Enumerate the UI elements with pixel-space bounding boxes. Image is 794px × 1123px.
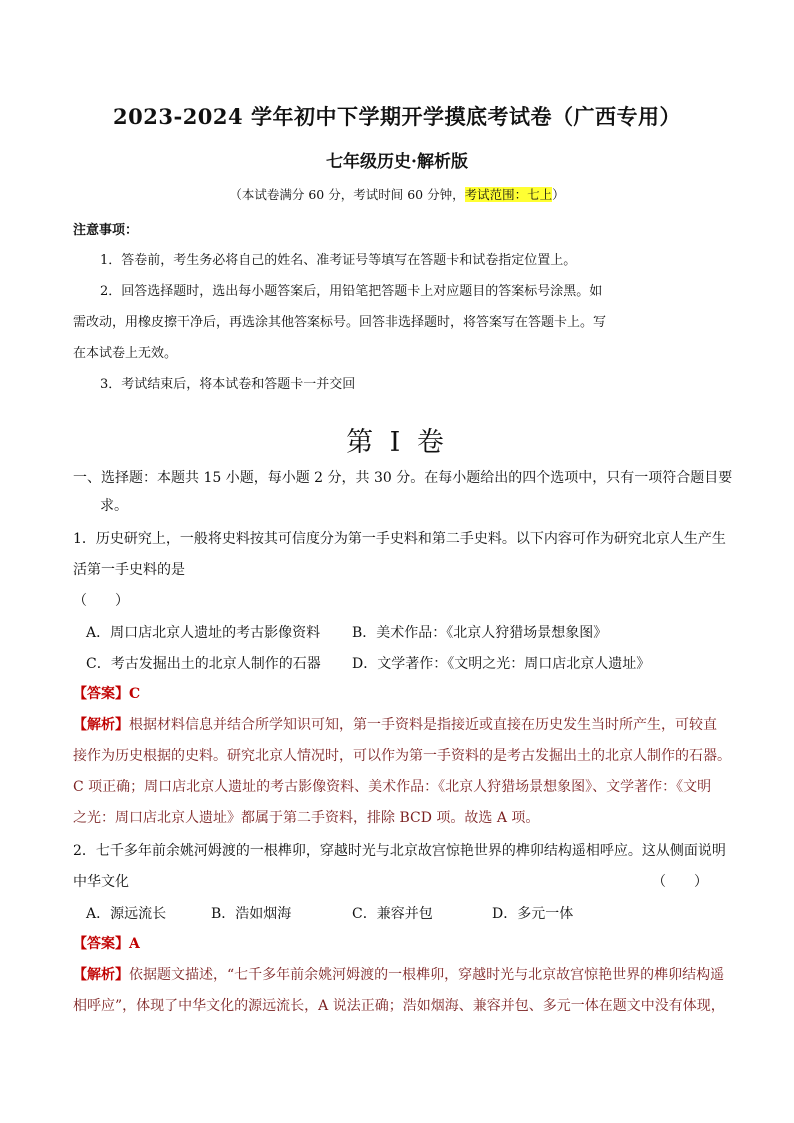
page-subtitle: 七年级历史·解析版 (326, 152, 468, 172)
q1-analysis-line-1 (73, 714, 717, 734)
q1-analysis-text-1: 根据材料信息并结合所学知识可知，第一手资料是指接近或直接在历史发生当时所产生，可较直 (129, 717, 717, 733)
q2-stem-line-1: 2．七千多年前余姚河姆渡的一根榫卯，穿越时光与北京故宫惊艳世界的榫卯结构遥相呼应。这从侧面说明 (73, 843, 726, 859)
section-instruction-line-2: 求。 (100, 498, 128, 514)
note-item-1: 1．答卷前，考生务必将自己的姓名、准考证号等填写在答题卡和试卷指定位置上。 (100, 253, 577, 268)
q1-analysis-line-2: 接作为历史根据的史料。研究北京人情况时，可以作为第一手资料的是考古发掘出土的北京人制作的石器。 (73, 748, 731, 764)
note-item-2-line-1: 2．回答选择题时，选出每小题答案后，用铅笔把答题卡上对应题目的答案标号涂黑。如 (100, 284, 603, 299)
exam-info-prefix: （本试卷满分 60 分，考试时间 60 分钟， (229, 187, 465, 202)
q2-option-d: D．多元一体 (492, 906, 574, 922)
q2-option-c: C．兼容并包 (352, 906, 433, 922)
q1-analysis-line-4: 之光：周口店北京人遗址》都属于第二手资料，排除 BCD 项。故选 A 项。 (73, 810, 540, 826)
q1-analysis-line-3: C 项正确；周口店北京人遗址的考古影像资料、美术作品：《北京人狩猎场景想象图》、文学著作：《文明 (73, 779, 712, 795)
q2-analysis-line-1 (73, 964, 724, 984)
q2-analysis-label: 【解析】 (73, 967, 129, 983)
q2-analysis-text-1: 依据题文描述，“七千多年前余姚河姆渡的一根榫卯，穿越时光与北京故宫惊艳世界的榫卯结构遥 (129, 967, 725, 983)
exam-info-suffix: ） (552, 187, 565, 202)
q2-answer-label: 【答案】 (73, 936, 129, 952)
notes-title: 注意事项： (73, 223, 139, 238)
q1-analysis-label: 【解析】 (73, 717, 129, 733)
q2-answer (73, 933, 140, 953)
q1-option-d: D．文学著作：《文明之光：周口店北京人遗址》 (352, 656, 651, 672)
note-item-3: 3．考试结束后，将本试卷和答题卡一并交回 (100, 377, 356, 392)
page-title: 2023-2024 学年初中下学期开学摸底考试卷（广西专用） (113, 104, 681, 129)
section-heading: 第 I 卷 (346, 427, 448, 458)
q2-answer-value: A (129, 936, 140, 952)
q1-answer-value: C (129, 686, 141, 702)
q2-stem-line-2: 中华文化 (73, 874, 129, 890)
note-item-2-line-2: 需改动，用橡皮擦干净后，再选涂其他答案标号。回答非选择题时，将答案写在答题卡上。写 (73, 315, 607, 330)
q1-answer-label: 【答案】 (73, 686, 129, 702)
exam-info (0, 185, 794, 203)
q2-option-b: B．浩如烟海 (211, 906, 292, 922)
note-item-2-line-3: 在本试卷上无效。 (73, 346, 178, 361)
q1-answer-paren: （ ） (73, 593, 129, 609)
q1-option-c: C．考古发掘出土的北京人制作的石器 (86, 656, 321, 672)
q1-option-b: B．美术作品：《北京人狩猎场景想象图》 (352, 625, 608, 641)
section-instruction-line-1: 一、选择题：本题共 15 小题，每小题 2 分，共 30 分。在每小题给出的四个选项中，只有一项符合题目要 (73, 470, 733, 486)
q1-stem-line-1: 1．历史研究上，一般将史料按其可信度分为第一手史料和第二手史料。以下内容可作为研究北京人生产生 (73, 531, 726, 547)
q1-answer (73, 683, 140, 703)
q2-analysis-line-2: 相呼应”，体现了中华文化的源远流长，A 说法正确；浩如烟海、兼容并包、多元一体在题文中没有体现， (73, 998, 725, 1014)
q1-stem-line-2: 活第一手史料的是 (73, 562, 185, 578)
q2-option-a: A．源远流长 (86, 906, 167, 922)
exam-scope-highlight: 考试范围：七上 (464, 187, 553, 202)
q2-answer-paren: （ ） (652, 874, 708, 890)
q1-option-a: A．周口店北京人遗址的考古影像资料 (86, 625, 321, 641)
